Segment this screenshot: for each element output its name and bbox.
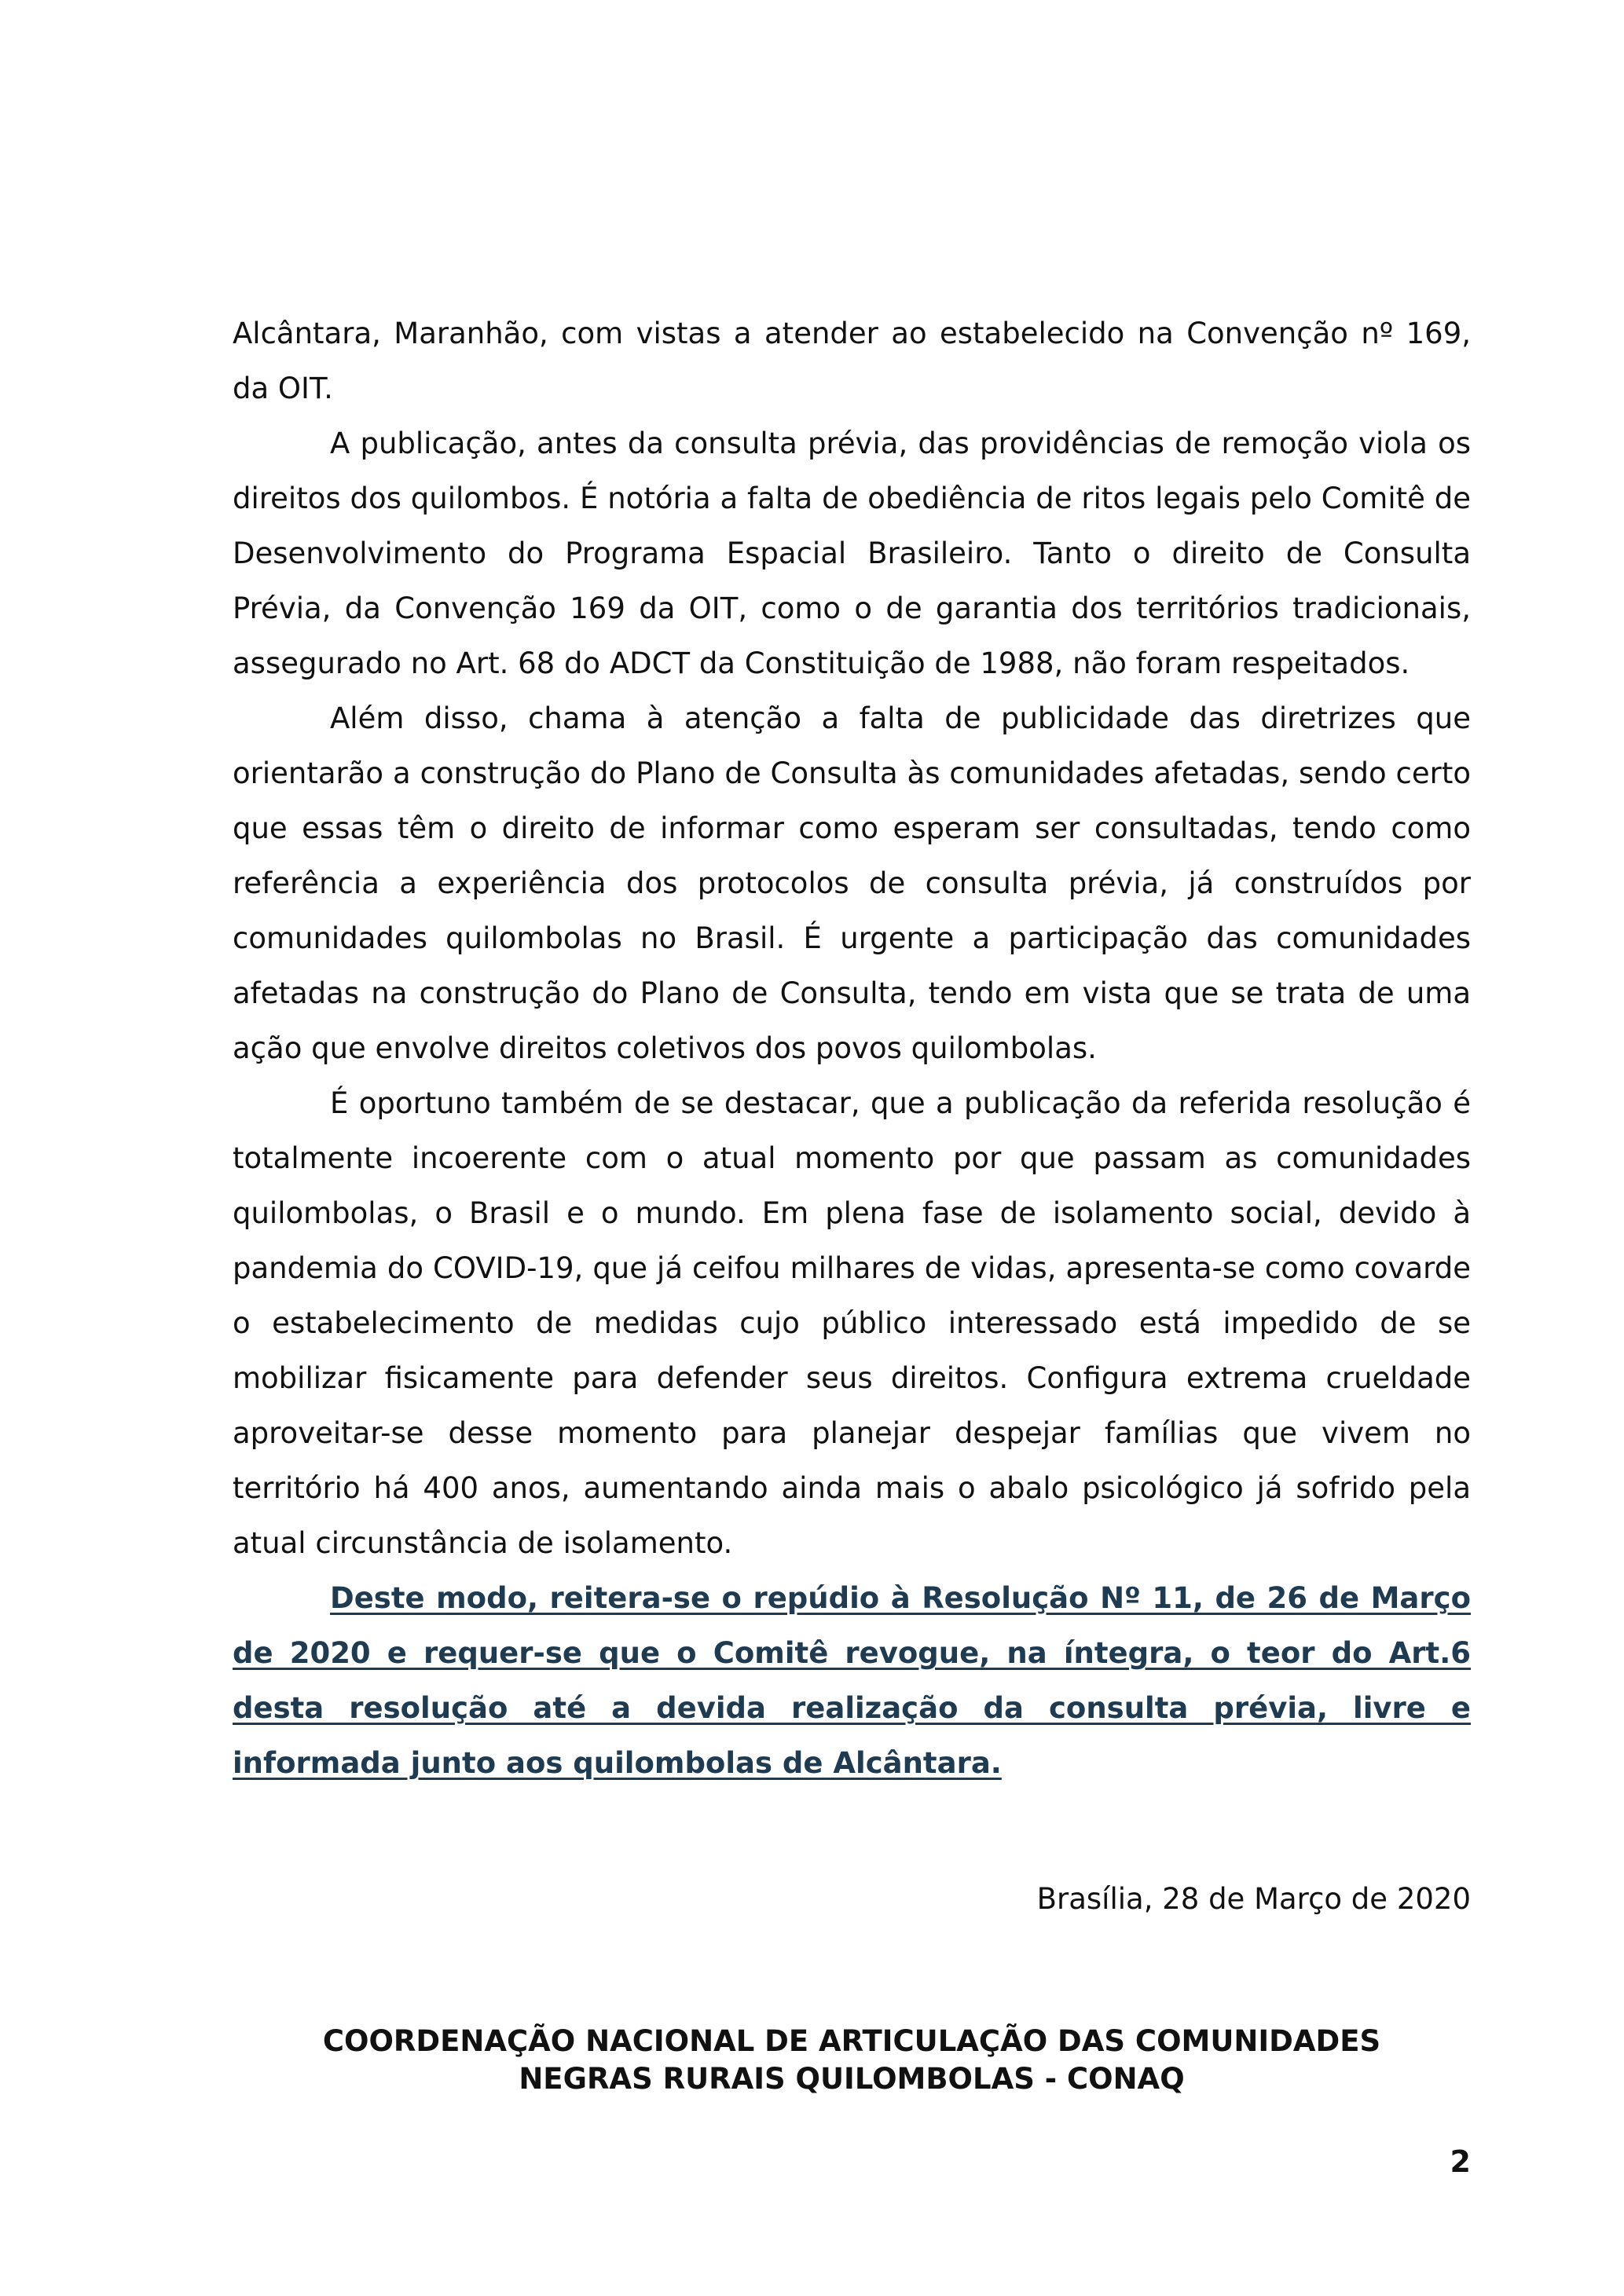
paragraph-continuation: Alcântara, Maranhão, com vistas a atender ao estabelecido na Convenção nº 169, da OIT. — [233, 317, 1471, 405]
signature-block — [233, 2023, 1471, 2098]
date-line: Brasília, 28 de Março de 2020 — [1036, 1882, 1471, 1916]
signature-line-2: NEGRAS RURAIS QUILOMBOLAS - CONAQ — [519, 2062, 1185, 2096]
signature-line-1: COORDENAÇÃO NACIONAL DE ARTICULAÇÃO DAS COMUNIDADES — [322, 2024, 1381, 2058]
body-text — [233, 306, 1471, 1791]
paragraph-plano-de-consulta: Além disso, chama à atenção a falta de publicidade das diretrizes que orientarão a construção do Plano de Consulta às comunidades afetadas, sendo certo que essas têm o direito de informar como esperam ser consultadas, tendo como referência a experiência dos protocolos de consulta prévia, já construídos por comunidades quilombolas no Brasil. É urgente a participação das comunidades afetadas na construção do Plano de Consulta, tendo em vista que se trata de uma ação que envolve direitos coletivos dos povos quilombolas. — [233, 701, 1471, 1065]
paragraph-repudio: Deste modo, reitera-se o repúdio à Resolução Nº 11, de 26 de Março de 2020 e requer-se que o Comitê revogue, na íntegra, o teor do Art.6 desta resolução até a devida realização da consulta prévia, livre e informada junto aos quilombolas de Alcântara. — [233, 1581, 1471, 1780]
paragraph-covid-isolamento: É oportuno também de se destacar, que a publicação da referida resolução é totalmente incoerente com o atual momento por que passam as comunidades quilombolas, o Brasil e o mundo. Em plena fase de isolamento social, devido à pandemia do COVID-19, que já ceifou milhares de vidas, apresenta-se como covarde o estabelecimento de medidas cujo público interessado está impedido de se mobilizar fisicamente para defender seus direitos. Configura extrema crueldade aproveitar-se desse momento para planejar despejar famílias que vivem no território há 400 anos, aumentando ainda mais o abalo psicológico já sofrido pela atual circunstância de isolamento. — [233, 1086, 1471, 1560]
paragraph-consulta-previa: A publicação, antes da consulta prévia, das providências de remoção viola os direitos dos quilombos. É notória a falta de obediência de ritos legais pelo Comitê de Desenvolvimento do Programa Espacial Brasileiro. Tanto o direito de Consulta Prévia, da Convenção 169 da OIT, como o de garantia dos territórios tradicionais, assegurado no Art. 68 do ADCT da Constituição de 1988, não foram respeitados. — [233, 427, 1471, 680]
page-number: 2 — [1450, 2144, 1471, 2179]
